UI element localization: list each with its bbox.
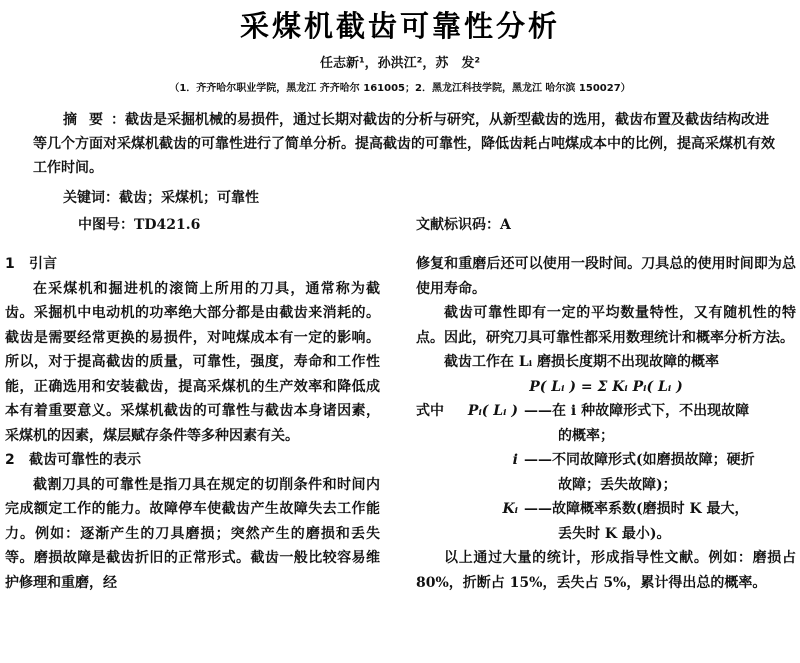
section-1-title: 引言 xyxy=(29,256,57,272)
right-paragraph-4: 以上通过大量的统计，形成指导性文献。例如：磨损占 80%，折断占 15%，丢失占 5%，累计得出总的概率。 xyxy=(416,550,796,591)
where-label: 式中 xyxy=(416,403,444,419)
definition-2 xyxy=(416,448,796,473)
left-column xyxy=(5,252,380,595)
section-1-heading xyxy=(5,252,380,277)
clc-number: 中图号：TD421.6 xyxy=(78,217,201,233)
abstract-label: 摘要 xyxy=(63,112,115,128)
right-paragraph-1: 修复和重磨后还可以使用一段时间。刀具总的使用时间即为总使用寿命。 xyxy=(416,256,796,297)
definition-1-symbol: Pᵢ( Lᵢ ) xyxy=(467,403,518,419)
definition-3 xyxy=(416,497,796,522)
definition-3-cont xyxy=(416,522,796,547)
abstract: 摘要：截齿是采掘机械的易损件，通过长期对截齿的分析与研究，从新型截齿的选用，截齿布置及截齿结构改进等几个方面对采煤机截齿的可靠性进行了简单分析。提高截齿的可靠性，降低齿耗占吨煤成本中的比例，提高采煤机有效工作时间。 xyxy=(33,112,775,176)
abstract-text: 截齿是采掘机械的易损件，通过长期对截齿的分析与研究，从新型截齿的选用，截齿布置及截齿结构改进等几个方面对采煤机截齿的可靠性进行了简单分析。提高截齿的可靠性，降低齿耗占吨煤成本中的比例，提高采煤机有效工作时间。 xyxy=(33,112,775,176)
definition-1-text: ——在 i 种故障形式下，不出现故障 xyxy=(524,403,750,419)
definition-3-text-cont: 丢失时 K 最小)。 xyxy=(558,525,671,542)
section-1-number: 1 xyxy=(5,256,15,272)
reliability-formula: P( Lᵢ ) = Σ Kᵢ Pᵢ( Lᵢ ) xyxy=(529,378,683,395)
definition-2-text: ——不同故障形式(如磨损故障；硬折 xyxy=(524,452,755,468)
definition-3-symbol: Kᵢ xyxy=(502,501,518,517)
definition-1 xyxy=(416,399,796,424)
paper-title: 采煤机截齿可靠性分析 xyxy=(239,9,560,43)
section-2-heading xyxy=(5,448,380,473)
definition-3-text: ——故障概率系数(磨损时 K 最大， xyxy=(524,501,749,517)
section-2-paragraph: 截割刀具的可靠性是指刀具在规定的切削条件和时间内完成额定工作的能力。故障停车使截齿产生故障失去工作能力。例如：逐渐产生的刀具磨损；突然产生的磨损和丢失等。磨损故障是截齿折旧的正常形式。截齿一般比较容易维护修理和重磨，经 xyxy=(5,476,380,591)
definition-2-symbol: i xyxy=(512,452,518,468)
section-2-number: 2 xyxy=(5,452,15,468)
right-paragraph-3: 截齿工作在 Lᵢ 磨损长度期不出现故障的概率 xyxy=(444,354,719,370)
definition-1-cont xyxy=(416,424,796,449)
definition-1-text-cont: 的概率； xyxy=(558,427,614,444)
definition-2-cont xyxy=(416,473,796,498)
authors: 任志新¹，孙洪江²，苏 发² xyxy=(319,56,481,71)
section-2-title: 截齿可靠性的表示 xyxy=(29,452,141,468)
keywords: 关键词：截齿；采煤机；可靠性 xyxy=(63,190,259,206)
section-1-paragraph: 在采煤机和掘进机的滚筒上所用的刀具，通常称为截齿。采掘机中电动机的功率绝大部分都是由截齿来消耗的。截齿是需要经常更换的易损件，对吨煤成本有一定的影响。所以，对于提高截齿的质量，可靠性，强度，寿命和工作性能，正确选用和安装截齿，提高采煤机的生产效率和降低成本有着重要意义。采煤机截齿的可靠性与截齿本身诸因素，采煤机的因素，煤层赋存条件等多种因素有关。 xyxy=(5,280,380,444)
right-column xyxy=(416,252,796,595)
definition-2-text-cont: 故障；丢失故障)； xyxy=(558,476,677,493)
affiliations: （1．齐齐哈尔职业学院，黑龙江 齐齐哈尔 161005；2．黑龙江科技学院，黑龙江 哈尔滨 150027） xyxy=(169,83,631,94)
document-code: 文献标识码：A xyxy=(416,217,511,233)
right-paragraph-2: 截齿可靠性即有一定的平均数量特性，又有随机性的特点。因此，研究刀具可靠性都采用数理统计和概率分析方法。 xyxy=(416,305,796,346)
